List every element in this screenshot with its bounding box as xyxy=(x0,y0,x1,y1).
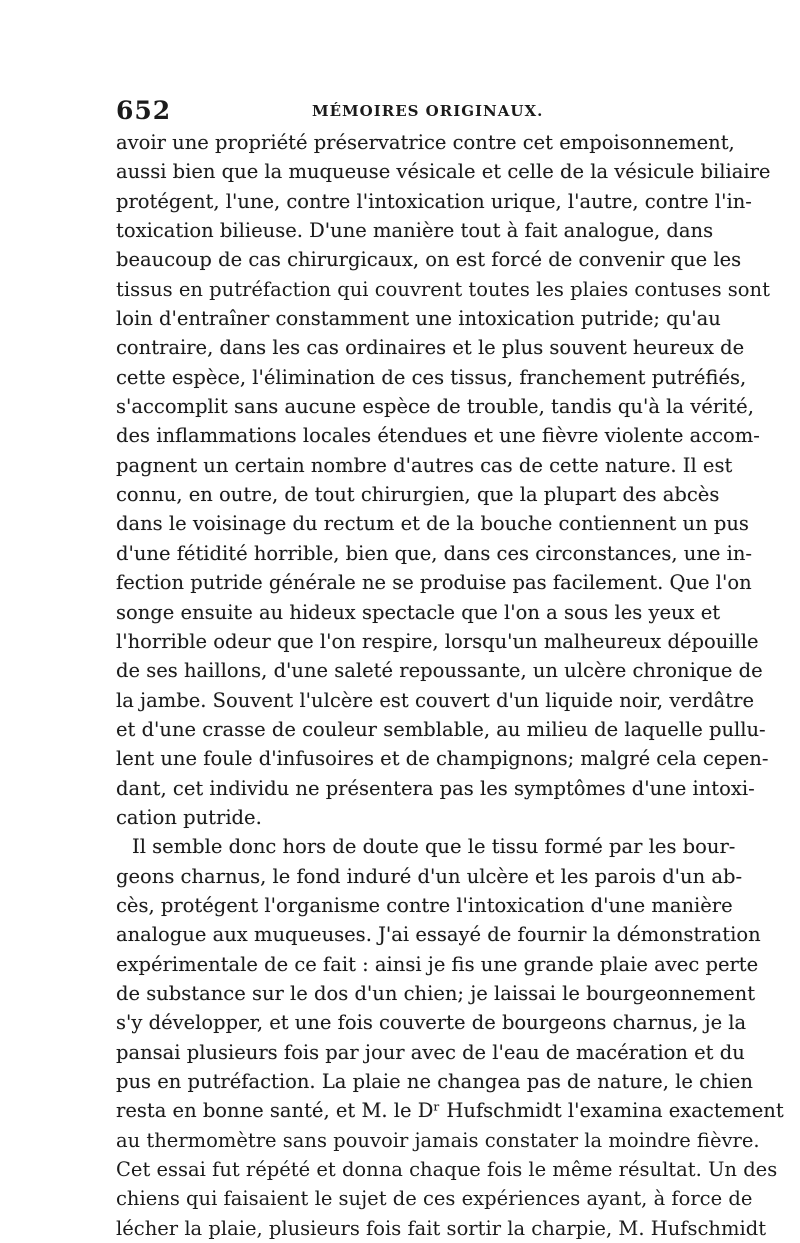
text-line: toxication bilieuse. D'une manière tout à fait analogue, dans xyxy=(116,219,714,243)
text-line: de ses haillons, d'une saleté repoussante, un ulcère chronique de xyxy=(116,659,763,683)
paragraph xyxy=(116,832,784,1243)
text-line: avoir une propriété préservatrice contre cet empoisonnement, xyxy=(116,131,735,154)
running-title: MÉMOIRES ORIGINAUX. xyxy=(312,102,544,120)
text-line: pagnent un certain nombre d'autres cas de cette nature. Il est xyxy=(116,453,733,477)
text-line: cation putride. xyxy=(116,805,262,829)
text-line: d'une fétidité horrible, bien que, dans ces circonstances, une in- xyxy=(116,541,753,565)
text-line: au thermomètre sans pouvoir jamais constater la moindre fièvre. xyxy=(116,1128,760,1152)
text-line: aussi bien que la muqueuse vésicale et celle de la vésicule biliaire xyxy=(116,160,771,184)
text-line: et d'une crasse de couleur semblable, au milieu de laquelle pullu- xyxy=(116,717,766,741)
text-line: chiens qui faisaient le sujet de ces expériences ayant, à force de xyxy=(116,1187,753,1211)
text-line: loin d'entraîner constamment une intoxication putride; qu'au xyxy=(116,307,721,331)
text-line: connu, en outre, de tout chirurgien, que la plupart des abcès xyxy=(116,483,720,507)
body-text xyxy=(116,128,784,1243)
text-line: Cet essai fut répété et donna chaque fois le même résultat. Un des xyxy=(116,1158,778,1182)
page-number: 652 xyxy=(116,96,172,125)
text-line: lécher la plaie, plusieurs fois fait sortir la charpie, M. Hufschmidt xyxy=(116,1216,767,1240)
text-line: contraire, dans les cas ordinaires et le plus souvent heureux de xyxy=(116,336,745,360)
paragraph xyxy=(116,128,771,832)
text-line: tissus en putréfaction qui couvrent toutes les plaies contuses sont xyxy=(116,277,770,301)
text-line: cette espèce, l'élimination de ces tissus, franchement putréfiés, xyxy=(116,365,747,389)
text-line: beaucoup de cas chirurgicaux, on est forcé de convenir que les xyxy=(116,248,742,272)
text-line: geons charnus, le fond induré d'un ulcère et les parois d'un ab- xyxy=(116,864,743,888)
text-line: pansai plusieurs fois par jour avec de l'eau de macération et du xyxy=(116,1040,745,1064)
text-line: Il semble donc hors de doute que le tissu formé par les bour- xyxy=(132,835,736,859)
text-line: l'horrible odeur que l'on respire, lorsqu'un malheureux dépouille xyxy=(116,629,759,653)
text-line: de substance sur le dos d'un chien; je laissai le bourgeonnement xyxy=(116,981,756,1005)
text-line: des inflammations locales étendues et une fièvre violente accom- xyxy=(116,424,760,448)
text-line: songe ensuite au hideux spectacle que l'on a sous les yeux et xyxy=(116,600,721,624)
text-line: s'accomplit sans aucune espèce de trouble, tandis qu'à la vérité, xyxy=(116,395,754,419)
text-line: analogue aux muqueuses. J'ai essayé de fournir la démonstration xyxy=(116,923,761,947)
text-line: dans le voisinage du rectum et de la bouche contiennent un pus xyxy=(116,512,749,536)
text-line: pus en putréfaction. La plaie ne changea pas de nature, le chien xyxy=(116,1070,753,1093)
text-line: fection putride générale ne se produise pas facilement. Que l'on xyxy=(116,571,752,595)
page-header xyxy=(116,96,686,126)
text-line: lent une foule d'infusoires et de champignons; malgré cela cepen- xyxy=(116,747,769,771)
text-line: protégent, l'une, contre l'intoxication urique, l'autre, contre l'in- xyxy=(116,189,752,213)
text-line: s'y développer, et une fois couverte de bourgeons charnus, je la xyxy=(116,1011,747,1035)
text-line: expérimentale de ce fait : ainsi je fis une grande plaie avec perte xyxy=(116,952,759,976)
text-line: dant, cet individu ne présentera pas les symptômes d'une intoxi- xyxy=(116,776,755,800)
text-line: cès, protégent l'organisme contre l'intoxication d'une manière xyxy=(116,893,733,917)
text-line: resta en bonne santé, et M. le Dʳ Hufschmidt l'examina exactement xyxy=(116,1099,784,1123)
text-line: la jambe. Souvent l'ulcère est couvert d'un liquide noir, verdâtre xyxy=(116,688,755,712)
